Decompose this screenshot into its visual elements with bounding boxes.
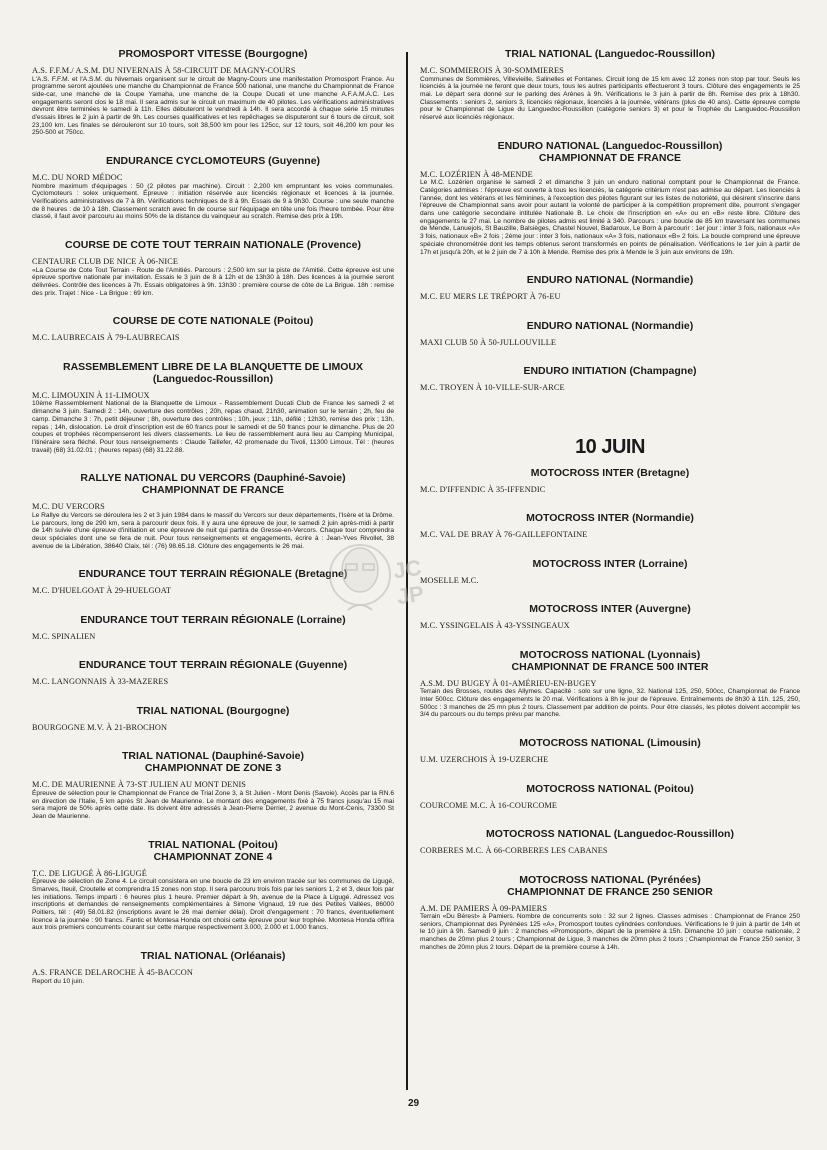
event-title — [420, 783, 800, 795]
event-title-text: ENDURANCE CYCLOMOTEURS — [105, 155, 266, 168]
event-entry — [32, 839, 394, 932]
event-title-text: RASSEMBLEMENT LIBRE DE LA BLANQUETTE DE LIMOUX — [62, 360, 364, 373]
event-region: (Poitou) — [273, 315, 314, 328]
event-entry — [420, 558, 800, 586]
event-description: Épreuve de sélection de Zone 4. Le circuit consistera en une boucle de 23 km environ tracée sur les communes de Ligugé, Smarves, Iteuil, Croutelle et comprendra 15 zones non stop. Il sera parcouru trois fois par les seniors 1, 2 et 3, deux fois par les initiations. Temps imparti : 6 heures plus 1 heure. Premier départ à 9h, avenue de la Place à Ligugé. Adressez vos inscriptions et demandes de renseignements complémentaires à Simone Vignaud, 19 rue des Petites Vallées, 86000 Poitiers, tél : (49) 58.01.82 (inscriptions avant le 26 mai dernier délai). Droit d'engagement : 70 francs, éventuellement licence à la journée : 90 francs. Fantic et Montesa Honda ont choisi cette épreuve pour leur trophée. Montesa Honda offrira aux trois premiers concurrents courant sur cette marque respectivement 3.000, 2.000 et 1.000 francs. — [32, 878, 394, 932]
event-club: M.C. TROYEN À 10-VILLE-SUR-ARCE — [420, 383, 565, 393]
event-club: BOURGOGNE M.V. À 21-BROCHON — [32, 722, 168, 732]
event-title — [420, 828, 800, 840]
event-club: M.C. SOMMIEROIS À 30-SOMMIERES — [420, 66, 564, 75]
event-region: (Languedoc-Roussillon) — [152, 372, 274, 385]
event-region: (Auvergne) — [635, 603, 691, 616]
event-description: Nombre maximum d'équipages : 50 (2 pilotes par machine). Circuit : 2,200 km empruntant les voies communales. Cyclomoteurs : solex uniquement. Épreuve : initiation réservée aux licenciés régionaux et licences à la journée. Vérifications administratives de 7 à 8h. Vérifications techniques de 8 à 9h. Essais de 9 à 9h30. Course : une seule manche de 8 heures : de 10 à 18h. Classement scratch avec fin de course sur l'équipage en tête une fois l'heure tombée. Pour être classé, il faut avoir parcouru au moins 50% de la distance du vainqueur au scratch. Remise des prix à 19h. — [32, 182, 394, 221]
event-club: M.C. DU NORD MÉDOC — [32, 173, 123, 183]
event-title-text: MOTOCROSS INTER — [530, 466, 634, 479]
event-title — [420, 48, 800, 60]
event-region: (Provence) — [306, 239, 361, 252]
event-title-text: ENDURANCE TOUT TERRAIN RÉGIONALE — [78, 659, 293, 672]
event-club: M.C. DU VERCORS — [32, 502, 105, 512]
event-entry — [420, 603, 800, 631]
event-club: M.C. D'HUELGOAT À 29-HUELGOAT — [32, 586, 172, 596]
event-description: Communes de Sommières, Villevieille, Salinelles et Fontanes. Circuit long de 15 km avec 12 zones non stop par tour. Seuls les licenciés à la journée ne feront que deux tours, tous les autres participants effectueront 3 tours. Clôture des engagements le 25 mai. Le départ sera donné sur le parking des Arènes à 9h. Vérifications le 3 juin à partir de 8h. Remise des prix à 18h30. Classements : seniors 2, seniors 3, licenciés régionaux, licenciés à la journée, vétérans (plus de 40 ans). Cette épreuve compte pour le Championnat de Ligue du Languedoc-Roussillon (catégorie seniors 3) et pour le Trophée du Languedoc-Roussillon réservé aux licenciés régionaux. — [420, 75, 800, 122]
event-title-text: MOTOCROSS INTER — [532, 557, 636, 570]
right-column-top — [420, 48, 800, 393]
event-description: «La Course de Cote Tout Terrain - Route de l'Amitiés. Parcours : 2,500 km sur la piste de l'Amitié. Cette épreuve est une épreuve sportive nationale par invitation. Essais le 3 juin de 8 à 12h et de 13h30 à 18h. Des licences à la journée seront délivrées. Contrôle des licences à 7h. Essais obligatoires à 9h. 13h30 : première course de côte de La Brigue. 18h : remise des prix. Trajet : Nice - La Brigue : 69 km. — [32, 266, 394, 297]
event-title-text: COURSE DE COTE TOUT TERRAIN NATIONALE — [65, 239, 304, 252]
event-club: T.C. DE LIGUGÉ À 86-LIGUGÉ — [32, 868, 147, 878]
date-heading-wrap — [420, 397, 800, 467]
event-title-text: ENDURANCE TOUT TERRAIN RÉGIONALE — [78, 568, 292, 581]
event-club: M.C. LIMOUXIN À 11-LIMOUX — [32, 390, 150, 400]
event-club: MOSELLE M.C. — [420, 575, 479, 585]
event-title-text: MOTOCROSS NATIONAL — [486, 828, 611, 841]
event-club: M.C. SPINALIEN — [32, 631, 96, 641]
event-description: Report du 10 juin. — [32, 977, 85, 985]
page-number: 29 — [407, 1098, 420, 1109]
event-club: M.C. LAUBRECAIS À 79-LAUBRECAIS — [32, 333, 180, 343]
event-club: U.M. UZERCHOIS À 19-UZERCHE — [420, 755, 549, 765]
event-region: (Languedoc-Roussillon) — [613, 828, 734, 841]
event-region: (Languedoc-Roussillon) — [602, 139, 723, 152]
event-title — [32, 839, 394, 863]
event-subtitle: CHAMPIONNAT DE FRANCE — [141, 484, 285, 497]
event-title-text: ENDURO INITIATION — [523, 365, 627, 378]
event-title-text: MOTOCROSS NATIONAL — [519, 648, 645, 661]
event-club: M.C. LANGONNAIS À 33-MAZERES — [32, 677, 169, 687]
event-description: Le M.C. Lozérien organise le samedi 2 et dimanche 3 juin un enduro national comptant pour le Championnat de France. Catégories admises : l'épreuve est ouverte à tous les licenciés, la catégorie critérium n'est pas admise au départ. Les licenciés à l'année, dont les vétérans et les féminines, à l'exception des pilotes figurant sur les listes de notoriété, qui désirent s'inscrire dans l'épreuve de Championnat sans avoir pour autant la volonté de participer à la compétition proprement dite, pourront s'engager dans une catégorie secondaire intitulée Nationale B. Le choix de l'inscription en «A» ou en «B» reste libre. Clôture des engagements le 27 mai. Le nombre de pilotes admis est limité à 340. Parcours : une boucle de 85 km traversant les communes de Mende, Lanuejols, St Bauzille, Balsièges, Chastel Nouvel, Badaroux, Le Born à parcourir : 1er jour : inter 3 fois, nationaux «A» 3 fois, nationaux «B» 2 fois ; 2ème jour : inter 3 fois, nationaux «A» 3 fois, nationaux «B» 2 fois. La boucle comprend une épreuve spéciale chronométrée dont les temps obtenus seront transformés en points de pénalisation. Vérifications le 1er juin à partir de 17h et jusqu'à 20h, et le 2 juin de 7 à 10h à Mende. Remise des prix à Mende le 3 juin aux environs de 19h. — [420, 179, 800, 256]
event-description: Le Rallye du Vercors se déroulera les 2 et 3 juin 1984 dans le massif du Vercors sur deux départements, l'Isère et la Drôme. Le parcours, long de 290 km, sera à parcourir deux fois. Il y aura une épreuve de jour, le samedi 2 juin après-midi à partir de 14h suivie d'une épreuve d'initiation et une épreuve de nuit qui partira de Gresse-en-Vercors. Chaque tour comprendra deux spéciales dont une se fera de nuit. Pour tous renseignements et engagements, écrire à : Jean-Yves Rivollet, 38 avenue de la Libération, 38640 Claix, tél : (76) 98.65.18. Clôture des engagements le 26 mai. — [32, 511, 394, 550]
event-title — [32, 950, 394, 962]
event-title-text: TRIAL NATIONAL — [121, 750, 209, 763]
event-region: (Pyrénées) — [647, 873, 701, 886]
event-subtitle: CHAMPIONNAT DE ZONE 3 — [144, 762, 282, 775]
event-club: MAXI CLUB 50 À 50-JULLOUVILLE — [420, 337, 557, 347]
event-description: 10ème Rassemblement National de la Blanquette de Limoux - Rassemblement Ducati Club de France les samedi 2 et dimanche 3 juin. Samedi 2 : 14h, ouverture des contrôles ; 20h, repas chaud, 21h30, animation sur le terrain ; 2h, feu de camp. Dimanche 3 : 7h, petit déjeuner ; 8h, ouverture des contrôles ; 10h, jeux ; 11h, défilé ; 12h30, remise des prix ; 13h, repas ; 14h, dislocation. Le droit d'inscription est de 60 francs pour le samedi et de 50 francs pour le dimanche. Plus de 20 coupes et trophées récompenseront les divers classements. Le lieu de rassemblement aura lieu au Camping Municipal, l'itinéraire sera fléché. Pour tous renseignements : Claude Taillefer, 42 promenade du Tivoli, 11300 Limoux. Tél : (heures travail) (68) 31.02.01 ; (heures repas) (68) 31.22.88. — [32, 400, 394, 454]
event-title — [32, 48, 394, 60]
event-entry — [420, 783, 800, 811]
right-column-bottom — [420, 467, 800, 952]
event-subtitle: CHAMPIONNAT ZONE 4 — [153, 850, 273, 863]
event-region: (Orléanais) — [230, 950, 286, 963]
event-region: (Limousin) — [647, 737, 701, 750]
event-entry — [420, 274, 800, 302]
event-entry — [420, 828, 800, 856]
event-title — [420, 467, 800, 479]
event-title-text: TRIAL NATIONAL — [504, 48, 592, 60]
event-title-text: ENDURANCE TOUT TERRAIN RÉGIONALE — [80, 613, 294, 626]
event-region: (Bourgogne) — [226, 704, 290, 717]
event-title — [420, 320, 800, 332]
event-club: A.S. F.F.M./ A.S.M. DU NIVERNAIS À 58-CIRCUIT DE MAGNY-COURS — [32, 66, 296, 75]
event-region: (Dauphiné-Savoie) — [211, 750, 305, 763]
event-region: (Bretagne) — [294, 568, 348, 581]
right-column — [420, 48, 800, 956]
event-club: M.C. D'IFFENDIC À 35-IFFENDIC — [420, 484, 546, 494]
event-title — [32, 361, 394, 385]
event-title-text: ENDURO NATIONAL — [497, 139, 600, 152]
event-title-text: PROMOSPORT VITESSE — [118, 48, 242, 60]
event-entry — [420, 48, 800, 122]
event-title — [420, 140, 800, 164]
event-title — [420, 737, 800, 749]
event-club: CORBERES M.C. À 66-CORBERES LES CABANES — [420, 846, 608, 856]
event-entry — [32, 361, 394, 454]
event-title — [32, 705, 394, 717]
event-region: (Bourgogne) — [244, 48, 308, 60]
event-title-text: MOTOCROSS INTER — [529, 603, 633, 616]
event-region: (Lorraine) — [296, 613, 346, 626]
event-entry — [420, 874, 800, 952]
event-entry — [420, 467, 800, 495]
event-title-text: TRIAL NATIONAL — [136, 704, 224, 717]
event-entry — [32, 315, 394, 343]
event-subtitle: CHAMPIONNAT DE FRANCE — [538, 151, 682, 164]
event-description: Terrain «Du Bérest» à Pamiers. Nombre de concurrents solo : 32 sur 2 lignes. Classes admises : Championnat de France 250 seniors, Championnat des Pyrénées 125 «A», Promosport toutes cylindrées confondues. Vérifications le 9 juin à partir de 14h et le 10 juin à 9h. Samedi 9 juin : 2 manches «Promosport», départ de la première à 15h. Dimanche 10 juin : course nationale, 2 manches de 20mn plus 2 tours ; Championnat de Ligue, 3 manches de 20mn plus 2 tours ; Championnat de France 250 senior, 3 manches de 20mn plus 2 tours. Départ de la première course à 14h. — [420, 913, 800, 951]
event-entry — [32, 705, 394, 733]
event-title — [420, 603, 800, 615]
event-description: Épreuve de sélection pour le Championnat de France de Trial Zone 3, à St Julien - Mont Denis (Savoie). Accès par la RN.6 en direction de l'Italie, 5 km après St Jean de Maurienne. Le montant des engagements fixé à 75 francs jusqu'au 15 mai sera majoré de 50% après cette date. Ils doivent être adressés à Jean-Pierre Derrier, 2 avenue du Mont-Cenis, 73300 St Jean de Maurienne. — [32, 789, 394, 820]
event-title-text: MOTOCROSS NATIONAL — [519, 737, 645, 750]
event-title-text: MOTOCROSS NATIONAL — [519, 873, 645, 886]
event-region: (Poitou) — [654, 782, 694, 795]
event-club: M.C. DE MAURIENNE À 73-ST JULIEN AU MONT DENIS — [32, 780, 247, 790]
event-club: A.M. DE PAMIERS À 09-PAMIERS — [420, 903, 548, 913]
event-region: (Dauphiné-Savoie) — [253, 472, 346, 485]
event-entry — [420, 737, 800, 765]
event-entry — [32, 950, 394, 985]
event-entry — [420, 320, 800, 348]
event-title-text: RALLYE NATIONAL DU VERCORS — [80, 472, 251, 485]
event-title-text: TRIAL NATIONAL — [140, 950, 228, 963]
event-club: A.S.M. DU BUGEY À 01-AMÉRIEU-EN-BUGEY — [420, 678, 597, 688]
watermark-text: JC JP — [391, 554, 426, 610]
event-entry — [420, 140, 800, 257]
event-entry — [420, 649, 800, 719]
event-title — [420, 512, 800, 524]
event-title — [32, 472, 394, 496]
event-title — [420, 874, 800, 898]
event-region: (Lorraine) — [638, 557, 688, 570]
event-title — [420, 365, 800, 377]
event-title — [32, 239, 394, 251]
event-region: (Poitou) — [238, 838, 278, 851]
event-club: A.S. FRANCE DELAROCHE À 45-BACCON — [32, 968, 193, 978]
event-title-text: TRIAL NATIONAL — [148, 838, 236, 851]
event-title — [420, 274, 800, 286]
event-region: (Normandie) — [631, 274, 694, 287]
event-title — [32, 659, 394, 671]
event-region: (Languedoc-Roussillon) — [594, 48, 715, 60]
event-entry — [32, 48, 394, 137]
event-club: M.C. YSSINGELAIS À 43-YSSINGEAUX — [420, 621, 570, 631]
event-region: (Champagne) — [629, 365, 697, 378]
event-region: (Normandie) — [632, 512, 694, 525]
event-title — [32, 750, 394, 774]
event-title — [420, 649, 800, 673]
event-title — [420, 558, 800, 570]
event-subtitle: CHAMPIONNAT DE FRANCE 500 INTER — [511, 660, 709, 673]
date-heading: 10 JUIN — [575, 435, 645, 458]
event-region: (Bretagne) — [636, 466, 690, 479]
event-entry — [32, 239, 394, 297]
event-entry — [32, 155, 394, 221]
event-region: (Normandie) — [631, 319, 694, 332]
event-title-text: ENDURO NATIONAL — [526, 274, 629, 287]
event-region: (Guyenne) — [295, 659, 348, 672]
event-subtitle: CHAMPIONNAT DE FRANCE 250 SENIOR — [507, 885, 713, 898]
event-club: CENTAURE CLUB DE NICE À 06-NICE — [32, 257, 179, 267]
event-club: M.C. VAL DE BRAY À 76-GAILLEFONTAINE — [420, 530, 588, 540]
event-entry — [420, 512, 800, 540]
event-club: M.C. LOZÉRIEN À 48-MENDE — [420, 169, 533, 179]
event-title-text: MOTOCROSS NATIONAL — [526, 782, 652, 795]
event-entry — [32, 750, 394, 820]
event-club: COURCOME M.C. À 16-COURCOME — [420, 800, 558, 810]
event-club: M.C. EU MERS LE TRÉPORT À 76-EU — [420, 292, 561, 302]
event-entry — [420, 365, 800, 393]
event-title-text: MOTOCROSS INTER — [526, 512, 630, 525]
event-title-text: ENDURO NATIONAL — [526, 319, 629, 332]
event-title-text: COURSE DE COTE NATIONALE — [112, 315, 271, 328]
event-title — [32, 315, 394, 327]
event-description: Terrain des Brosses, routes des Allymes. Capacité : solo sur une ligne, 32. National 125, 250, 500cc, Championnat de France Inter 500cc. Clôture des engagements le 20 mai. Vérifications à 8h le jour de l'épreuve. Entraînements de 8h30 à 11h. 125, 250, 500cc : 3 manches de 25 mn plus 2 tours. Classement par addition de points. Pour être classés, les pilotes doivent accomplir les 3/4 du parcours ou du temps prévu par manche. — [420, 688, 800, 719]
event-title — [32, 155, 394, 167]
left-column — [32, 48, 394, 989]
event-region: (Lyonnais) — [647, 648, 701, 661]
event-region: (Guyenne) — [268, 155, 321, 168]
event-description: L'A.S. F.F.M. et l'A.S.M. du Nivernais organisent sur le circuit de Magny-Cours une manifestation Promosport France. Au programme seront ajoutées une manche du Championnat de France 500 national, une manche du Championnat de France side-car, une manche de la Coupe Yamaha, une manche de la Coupe Ducati et une manche A.F.A.M.A.C. Les engagements seront clos le 18 mai. Il sera admis sur le circuit un maximum de 40 pilotes. Les vérifications administratives devront être terminées le samedi à 11h. Elles débuteront le vendredi à 14h. Il sera accordé à chaque série 15 minutes d'essais libres le 2 juin à partir de 9h. Les courses qualificatives et les repêchages se disputeront sur 6 tours de circuit, soit 23,100 km. Les finales se dérouleront sur 10 tours, soit 38,500 km pour les 125cc, sur 12 tours, soit 46,200 km pour les 250-500 et 750cc. — [32, 75, 394, 137]
event-entry — [32, 659, 394, 687]
